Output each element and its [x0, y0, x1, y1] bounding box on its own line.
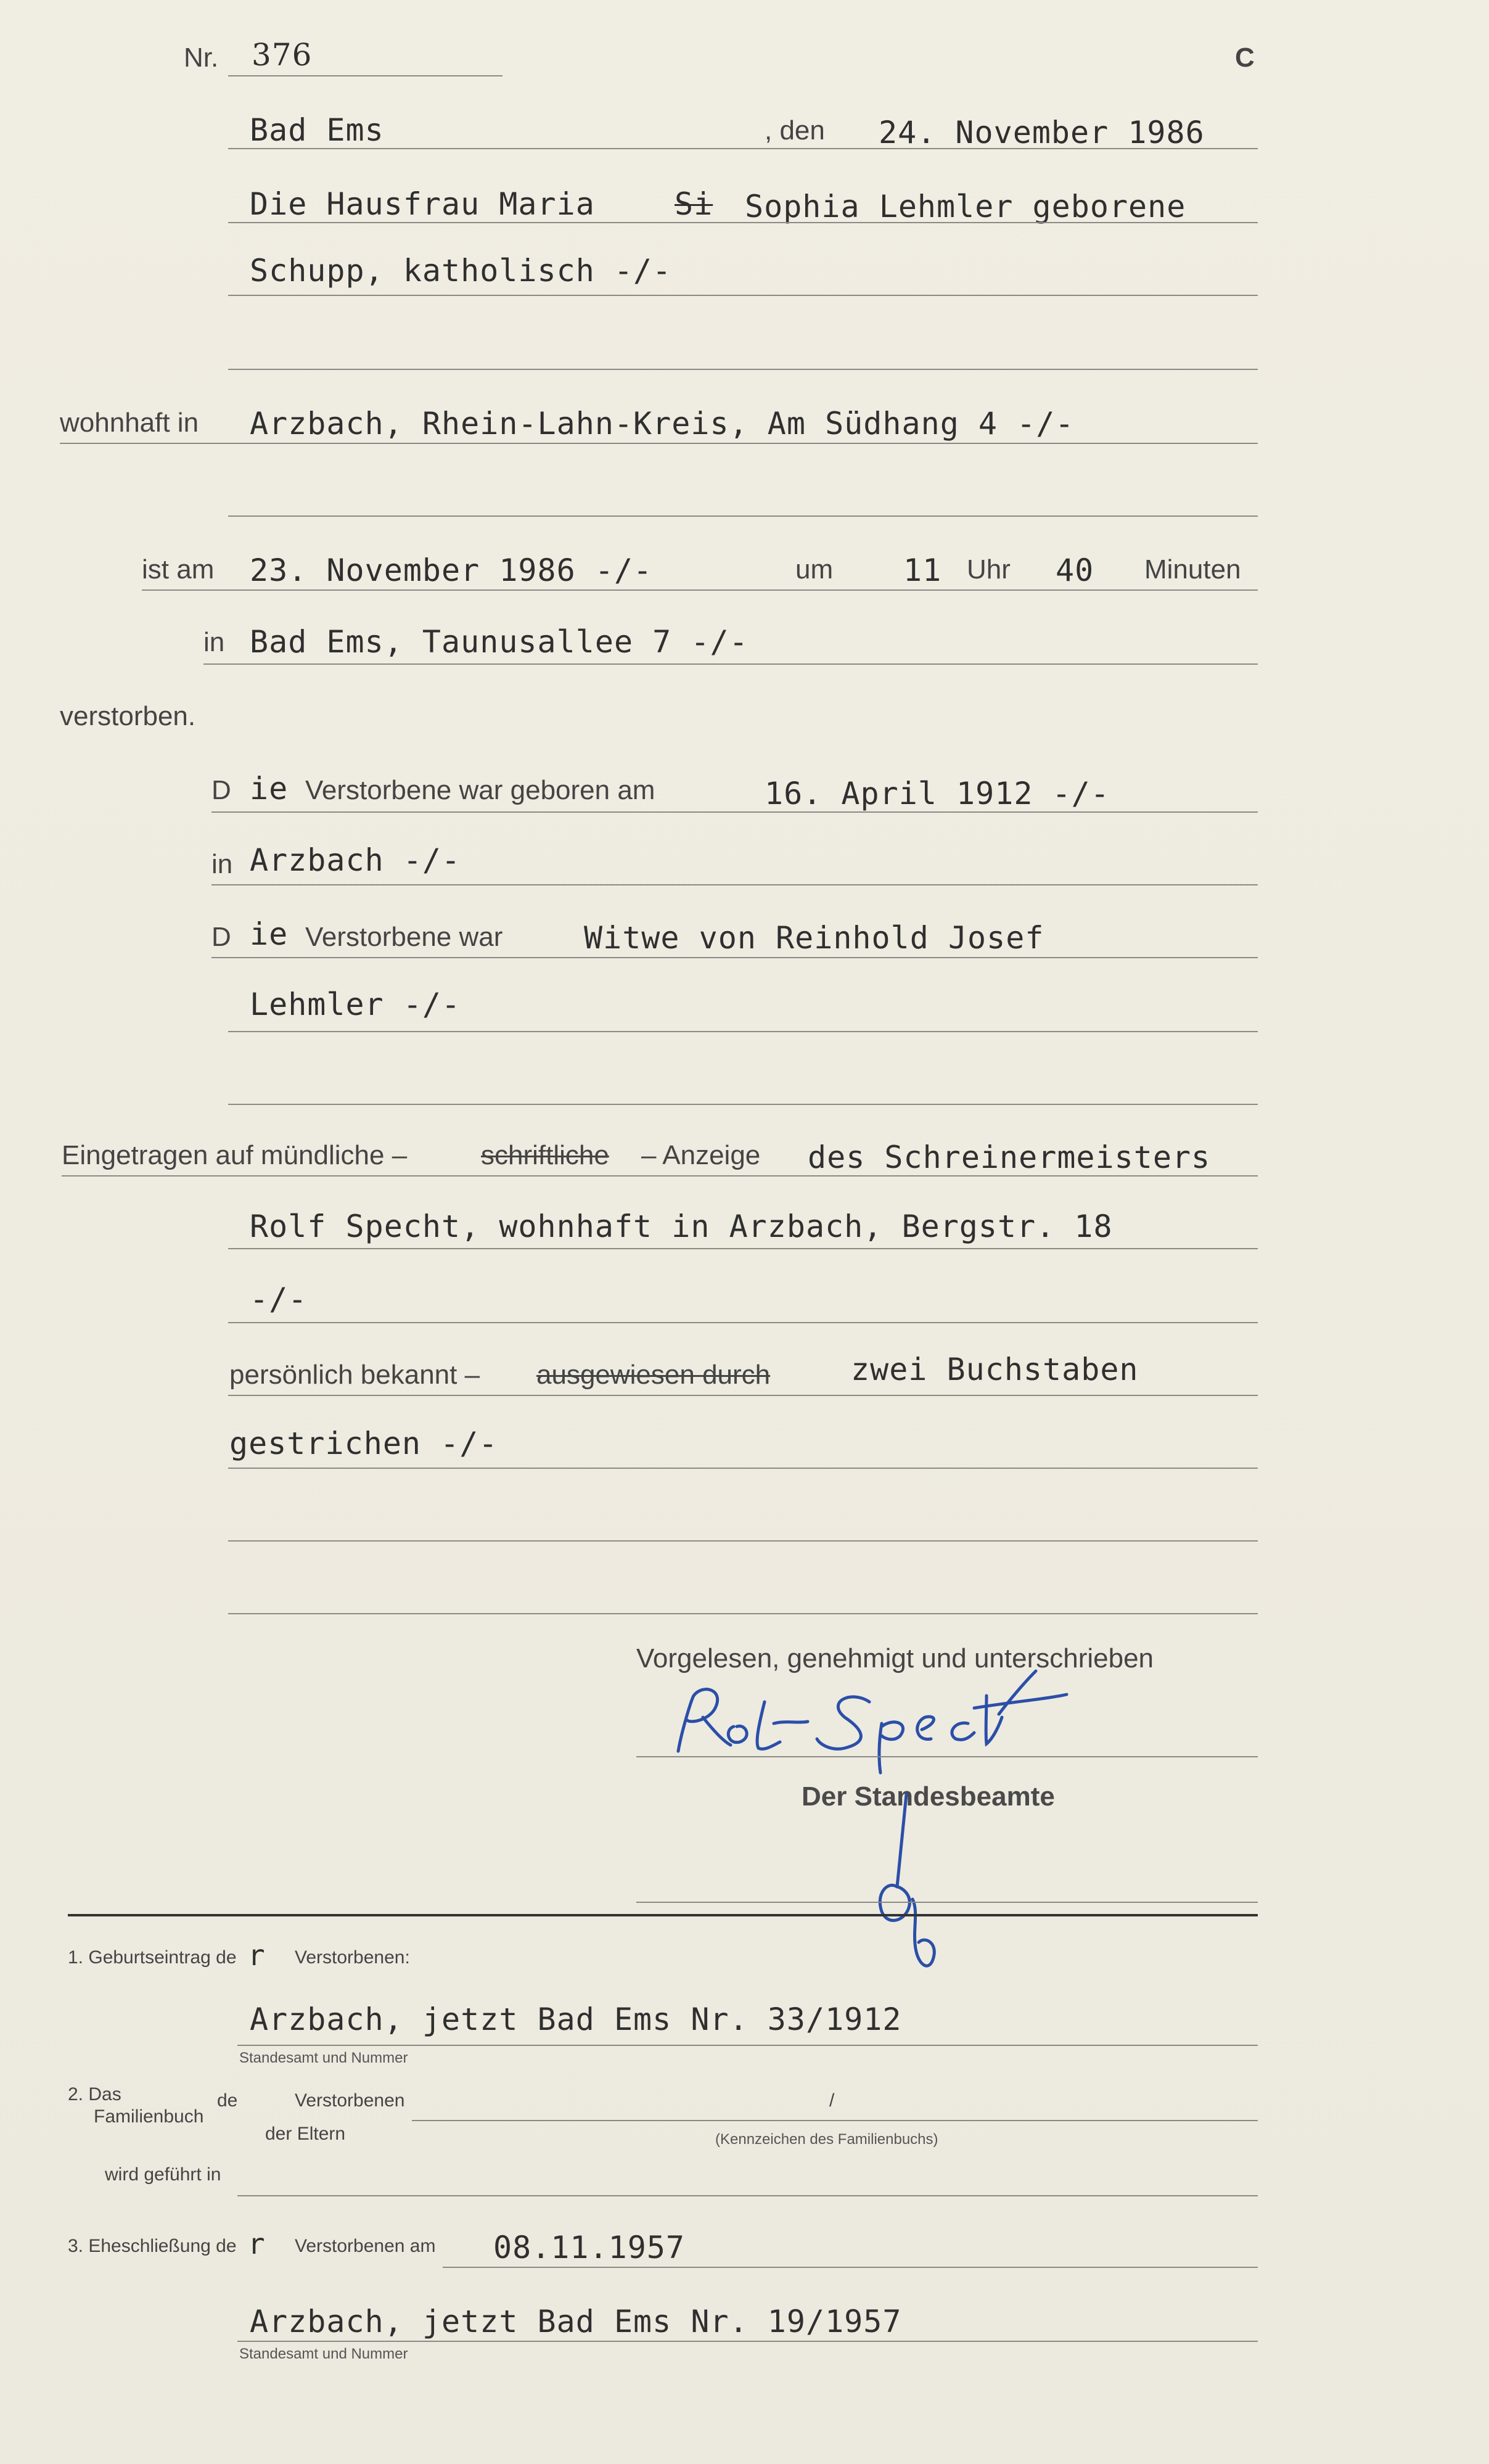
uhr-label: Uhr	[967, 554, 1011, 585]
um-label: um	[795, 554, 834, 585]
person-line1-a: Die Hausfrau Maria	[250, 186, 595, 222]
footer-item1-label: 1. Geburtseintrag de	[68, 1947, 237, 1968]
registration-note1: zwei Buchstaben	[851, 1352, 1139, 1387]
footer-item2-slash: /	[829, 2090, 835, 2111]
registration-note2: gestrichen -/-	[229, 1426, 498, 1461]
status-label: Verstorbene war	[305, 922, 503, 952]
footer-item2-kennzeichen: (Kennzeichen des Familienbuchs)	[715, 2131, 938, 2148]
footer-item1-label-b: Verstorbenen:	[295, 1947, 410, 1968]
footer-item2-das: 2. Das	[68, 2084, 121, 2105]
footer-item2-gefuehrt: wird geführt in	[105, 2164, 221, 2185]
known-struck: ausgewiesen durch	[536, 1360, 771, 1390]
registration-label-a: Eingetragen auf mündliche –	[62, 1140, 408, 1170]
date: 24. November 1986	[879, 115, 1205, 150]
official-signature	[832, 1788, 956, 1986]
corner-letter: C	[1235, 43, 1255, 73]
registration-line1: des Schreinermeisters	[808, 1140, 1211, 1175]
footer-item3-r: r	[248, 2227, 266, 2261]
official-label: Der Standesbeamte	[802, 1781, 1055, 1812]
footer-item3-value: Arzbach, jetzt Bad Ems Nr. 19/1957	[250, 2304, 902, 2339]
registration-label-struck: schriftliche	[481, 1140, 609, 1170]
person-line2: Schupp, katholisch -/-	[250, 253, 672, 289]
verstorben-label: verstorben.	[60, 701, 196, 731]
birth-place: Arzbach -/-	[250, 842, 461, 878]
status-value-line1: Witwe von Reinhold Josef	[584, 920, 1044, 956]
birth-date: 16. April 1912 -/-	[765, 776, 1110, 811]
birth-in-label: in	[211, 849, 233, 879]
footer-item2-de: de	[217, 2090, 238, 2111]
known-label: persönlich bekannt –	[229, 1360, 480, 1390]
footer-item2-eltern: der Eltern	[265, 2124, 346, 2144]
death-place: Bad Ems, Taunusallee 7 -/-	[250, 624, 749, 660]
footer-item1-r: r	[248, 1939, 266, 1972]
birth-ie: ie	[250, 771, 289, 807]
nr-line	[228, 75, 502, 76]
footer-item2-verstorbenen: Verstorbenen	[295, 2090, 405, 2111]
registration-label-b: – Anzeige	[641, 1140, 761, 1170]
residence-value: Arzbach, Rhein-Lahn-Kreis, Am Südhang 4 -/-	[250, 406, 1075, 441]
death-minutes: 40	[1056, 552, 1094, 588]
read-approved-label: Vorgelesen, genehmigt und unterschrieben	[636, 1643, 1154, 1673]
place-line	[228, 148, 1258, 149]
footer-item3-label-b: Verstorbenen am	[295, 2236, 436, 2256]
nr-label: Nr.	[184, 43, 219, 73]
birth-d-label: D	[211, 775, 231, 805]
place: Bad Ems	[250, 112, 384, 148]
footer-item1-value: Arzbach, jetzt Bad Ems Nr. 33/1912	[250, 2002, 902, 2037]
ist-am-label: ist am	[142, 554, 215, 585]
death-hour: 11	[903, 552, 942, 588]
registration-line3: -/-	[250, 1281, 308, 1317]
minuten-label: Minuten	[1144, 554, 1241, 585]
death-in-label: in	[203, 627, 225, 657]
person-line1-struck: Si	[675, 186, 713, 222]
residence-label: wohnhaft in	[60, 408, 199, 438]
status-value-line2: Lehmler -/-	[250, 987, 461, 1022]
footer-item3-date: 08.11.1957	[493, 2230, 686, 2265]
person-line1-b: Sophia Lehmler geborene	[745, 189, 1186, 224]
registration-line2: Rolf Specht, wohnhaft in Arzbach, Bergstr. 18	[250, 1209, 1113, 1244]
footer-item3-label: 3. Eheschließung de	[68, 2236, 237, 2256]
standesamt-label-2: Standesamt und Nummer	[239, 2346, 408, 2362]
birth-label: Verstorbene war geboren am	[305, 775, 655, 805]
entry-number: 376	[252, 37, 313, 73]
signer-signature	[666, 1665, 1073, 1776]
footer-item2-familienbuch: Familienbuch	[94, 2106, 204, 2127]
footer-divider	[68, 1914, 1258, 1916]
status-d-label: D	[211, 922, 231, 952]
death-date: 23. November 1986 -/-	[250, 552, 653, 588]
status-ie: ie	[250, 916, 289, 952]
den-label: , den	[765, 115, 825, 146]
standesamt-label-1: Standesamt und Nummer	[239, 2050, 408, 2066]
